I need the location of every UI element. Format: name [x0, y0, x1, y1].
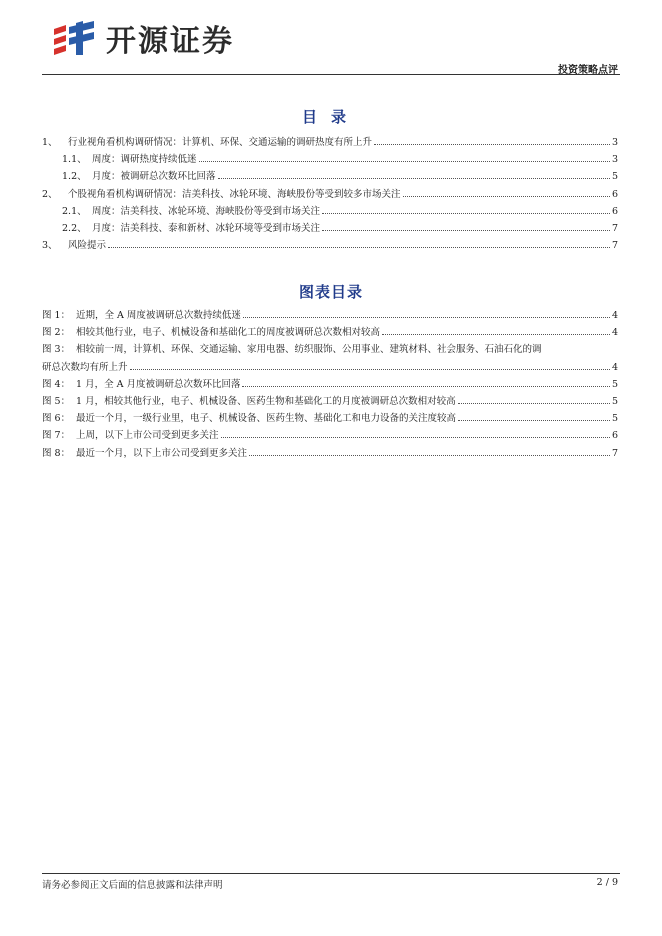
footer-divider [42, 873, 620, 874]
toc-entry[interactable]: 1、 行业视角看机构调研情况：计算机、环保、交通运输的调研热度有所上升 3 [42, 137, 618, 148]
figure-entry[interactable]: 图 3： 相较前一周，计算机、环保、交通运输、家用电器、纺织服饰、公用事业、建筑材料、社会服务、石油石化的调 研总次数均有所上升 4 [42, 344, 618, 373]
toc-entry[interactable]: 3、 风险提示 7 [42, 240, 618, 252]
toc-title: 目录 [301, 108, 360, 126]
figure-entry[interactable]: 图 8： 最近一个月，以下上市公司受到更多关注 7 [42, 447, 618, 459]
company-logo [52, 18, 234, 58]
figure-entry[interactable]: 图 7： 上周，以下上市公司受到更多关注 6 [42, 430, 618, 442]
toc-entry[interactable]: 2.1、 周度：洁美科技、冰轮环境、海峡股份等受到市场关注 6 [62, 205, 618, 217]
figure-entry[interactable]: 图 2： 相较其他行业，电子、机械设备和基础化工的周度被调研总次数相对较高 4 [42, 327, 618, 339]
figures-list [42, 307, 618, 462]
company-name: 开源证券 [106, 24, 234, 59]
toc-entry[interactable]: 1.2、 月度：被调研总次数环比回落 5 [62, 171, 618, 183]
figure-entry[interactable]: 图 6： 最近一个月，一级行业里，电子、机械设备、医药生物、基础化工和电力设备的关注度较高 5 [42, 413, 618, 425]
toc-entry[interactable]: 1.1、 周度：调研热度持续低迷 3 [62, 154, 618, 166]
page-indicator: 2 / 9 [596, 877, 618, 888]
figures-title: 图表目录 [298, 283, 363, 301]
toc-entry[interactable]: 2.2、 月度：洁美科技、泰和新材、冰轮环境等受到市场关注 7 [62, 222, 618, 234]
header-divider [42, 74, 620, 75]
figure-entry[interactable]: 图 1： 近期，全 A 周度被调研总次数持续低迷 4 [42, 310, 618, 321]
figure-entry[interactable]: 图 5： 1 月，相较其他行业，电子、机械设备、医药生物和基础化工的月度被调研总次数相对较高 5 [42, 395, 618, 407]
report-type: 投资策略点评 [558, 65, 618, 76]
figure-entry[interactable]: 图 4： 1 月，全 A 月度被调研总次数环比回落 5 [42, 378, 618, 390]
toc-entry[interactable]: 2、 个股视角看机构调研情况：洁美科技、冰轮环境、海峡股份等受到较多市场关注 6 [42, 188, 618, 200]
toc-list [42, 134, 618, 254]
company-logo-icon [52, 19, 98, 57]
footer-disclaimer: 请务必参阅正文后面的信息披露和法律声明 [42, 880, 223, 891]
